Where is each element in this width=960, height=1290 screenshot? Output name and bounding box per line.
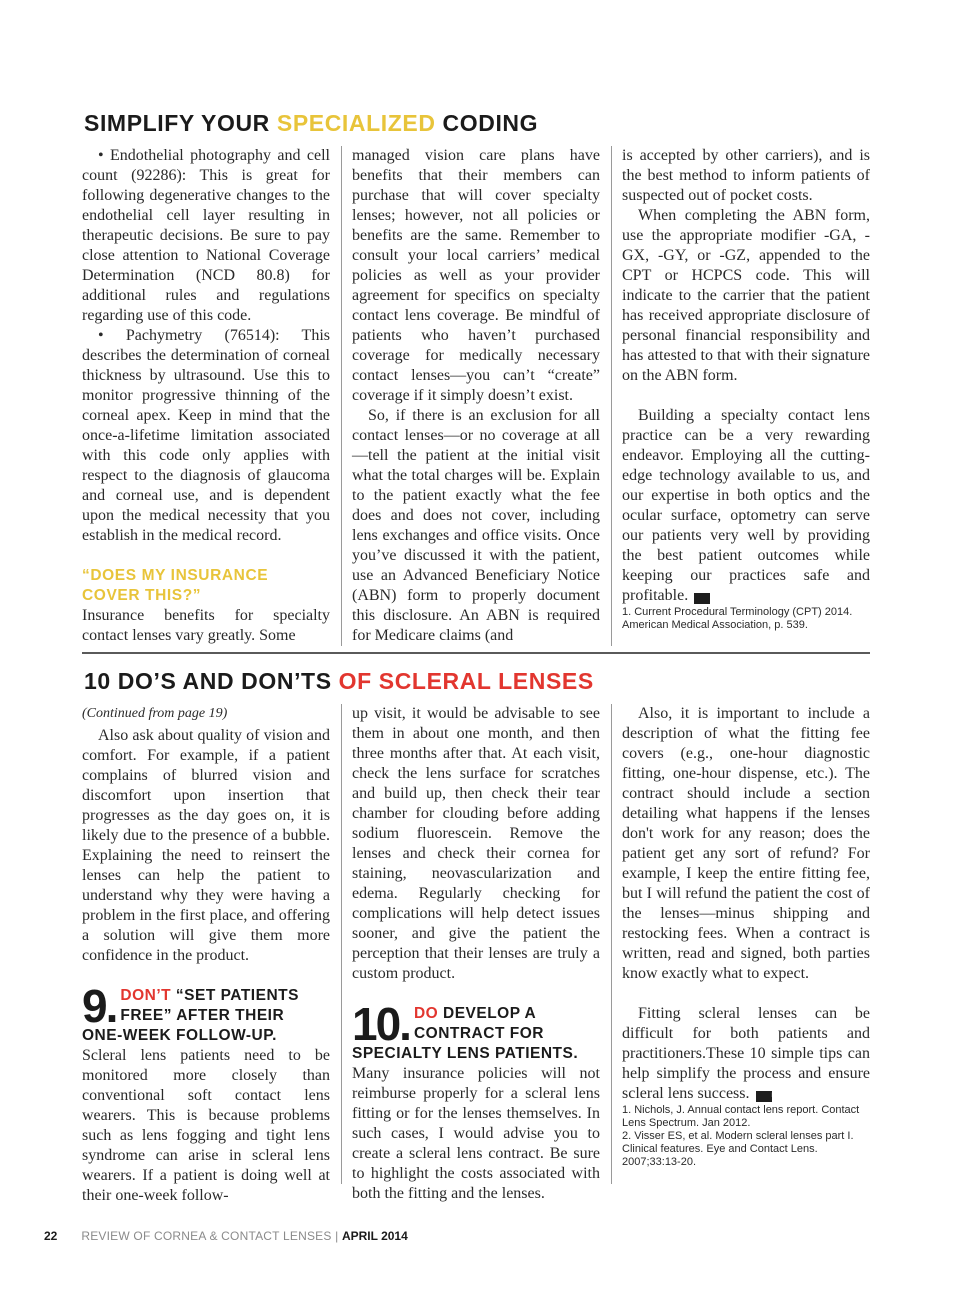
paragraph: Fitting scleral lenses can be difficult for both patients and practitioners.These 10 simple tips can help simplify the process and ensure scleral lens success. RCCL xyxy=(622,1005,870,1102)
tip-number: 10. xyxy=(352,998,410,1050)
paragraph: Also ask about quality of vision and comfort. For example, if a patient complains of blurred vision and discomfort upon insertion that progresses as the day goes on, it is likely due to the presence of a bubble. Explaining the need to reinsert the lenses can help the patient to understand why they were having a problem in the first place, and offering a solution will give them more confidence in the product. xyxy=(82,727,330,964)
reference: 2. Visser ES, et al. Modern scleral lenses part I. Clinical features. Eye and Contact Lens. 2007;33:13-20. xyxy=(622,1130,854,1168)
paragraph: managed vision care plans have benefits that their members can purchase that will cover specialty lenses; however, not all policies or benefits are the same. Remember to consult your local carriers’ medical policies as well as your provider agreement for specifics on specialty contact lens coverage. Be mindful of patients who haven’t purchased coverage for medically necessary contact lenses—you can’t “create” coverage if it simply doesn’t exist. xyxy=(352,147,600,404)
end-mark-icon: RCCL xyxy=(756,1091,772,1102)
reference: 1. Current Procedural Terminology (CPT) 2014. American Medical Association, p. 539. xyxy=(622,606,853,631)
tip-10-heading: 10. DO DEVELOP A CONTRACT FOR xyxy=(352,998,544,1050)
paragraph: up visit, it would be advisable to see them in about one month, and then three months after that. At each visit, check the lens surface for scratches and build up, then check their tear chamber for clouding before adding sodium fluorescein. Remove the lenses and check their cornea for staining, neovascularization and edema. Regularly checking for complications will help detect issues sooner, and give the patient the perception that their lenses are truly a custom product. xyxy=(352,705,600,982)
page-footer xyxy=(44,1229,408,1243)
column-divider xyxy=(341,146,342,646)
magazine-name: REVIEW OF CORNEA & CONTACT LENSES | xyxy=(81,1229,342,1243)
paragraph: Many insurance policies will not reimburse properly for a scleral lens fitting or for the lenses themselves. In such cases, I would advise you to create a scleral lens contract. Be sure to highlight the costs associated with both the fitting and the lenses. xyxy=(352,1065,600,1202)
paragraph: So, if there is an exclusion for all contact lenses—or no coverage at all—tell the patient at the initial visit what the total charges will be. Explain to the patient exactly what the fee does and does not cover, including lens exchanges and office visits. Once you’ve discussed it with the patient, use an Advanced Beneficiary Notice (ABN) form to properly document this disclosure. An ABN is required for Medicare claims (and xyxy=(352,407,600,644)
paragraph: Scleral lens patients need to be monitored more closely than conventional soft contact lens wearers. This is because problems such as lens fogging and tight lens syndrome can arise in scleral lens wearers. If a patient is doing well at their one-week follow- xyxy=(82,1047,330,1204)
column-divider xyxy=(611,704,612,1184)
paragraph: • Pachymetry (76514): This describes the determination of corneal thickness by ultrasound. Use this to monitor progressive thinning of the corneal apex. Keep in mind that the once-a-lifetime limitation associated with this code only applies with respect to the diagnosis of glaucoma and corneal use, and is dependent upon the medical necessity that you establish in the medical record. xyxy=(82,327,330,544)
section-subhead: “DOES MY INSURANCE COVER THIS?” xyxy=(82,567,269,604)
paragraph: is accepted by other carriers), and is the best method to inform patients of suspected out of pocket costs. xyxy=(622,147,870,204)
reference: 1. Nichols, J. Annual contact lens report. Contact Lens Spectrum. Jan 2012. xyxy=(622,1104,860,1129)
page-number: 22 xyxy=(44,1229,58,1243)
article2-column-1 xyxy=(82,704,330,1206)
tip-10-heading-tail: SPECIALTY LENS PATIENTS. xyxy=(352,1045,579,1062)
column-divider xyxy=(611,146,612,646)
article1-column-1 xyxy=(82,146,330,646)
paragraph: When completing the ABN form, use the appropriate modifier -GA, -GX, -GY, or -GZ, appended to the CPT or HCPCS code. This will indicate to the carrier that the patient has received appropriate disclosure of personal financial responsibility and has attested to that with their signature on the ABN form. xyxy=(622,207,870,384)
issue-date: APRIL 2014 xyxy=(341,1229,408,1243)
article1-column-2 xyxy=(352,146,600,646)
tip-9-heading: 9. DON’T “SET PATIENTS FREE” AFTER THEIR xyxy=(82,980,299,1032)
paragraph: • Endothelial photography and cell count (92286): This is great for following degenerative changes to the endothelial cell layer resulting in therapeutic decisions. Be sure to pay close attention to National Coverage Determination (NCD 80.8) for additional rules and regulations regarding use of this code. xyxy=(82,147,330,324)
article1-column-3 xyxy=(622,146,870,632)
article2-column-2 xyxy=(352,704,600,1204)
section-divider xyxy=(82,652,870,654)
article2-column-3 xyxy=(622,704,870,1169)
article2-title: 10 DO’S AND DON’TS OF SCLERAL LENSES xyxy=(84,668,594,694)
paragraph: Building a specialty contact lens practice can be a very rewarding endeavor. Employing all the cutting-edge technology available to us, and our expertise in both optics and the ocular surface, optometry can serve our patients very well by providing the best patient outcomes while keeping our practices safe and profitable. RCCL xyxy=(622,407,870,604)
tip-number: 9. xyxy=(82,980,117,1032)
column-divider xyxy=(341,704,342,1184)
paragraph: Also, it is important to include a description of what the fitting fee covers (e.g., one-hour diagnostic fitting, one-hour dispense, etc.). The contract should include a section detailing what happens if the lenses don't work for any reason; does the patient get any sort of refund? For example, I keep the entire fitting fee, but I will refund the patient the cost of the lenses—minus shipping and restocking fees. When a contract is written, read and signed, both parties know exactly what to expect. xyxy=(622,705,870,982)
end-mark-icon: RCCL xyxy=(694,593,710,604)
article1-title: SIMPLIFY YOUR SPECIALIZED CODING xyxy=(84,110,539,136)
tip-9-heading-tail: ONE-WEEK FOLLOW-UP. xyxy=(82,1027,277,1044)
paragraph: Insurance benefits for specialty contact lenses vary greatly. Some xyxy=(82,607,330,644)
continued-note: (Continued from page 19) xyxy=(82,706,228,721)
